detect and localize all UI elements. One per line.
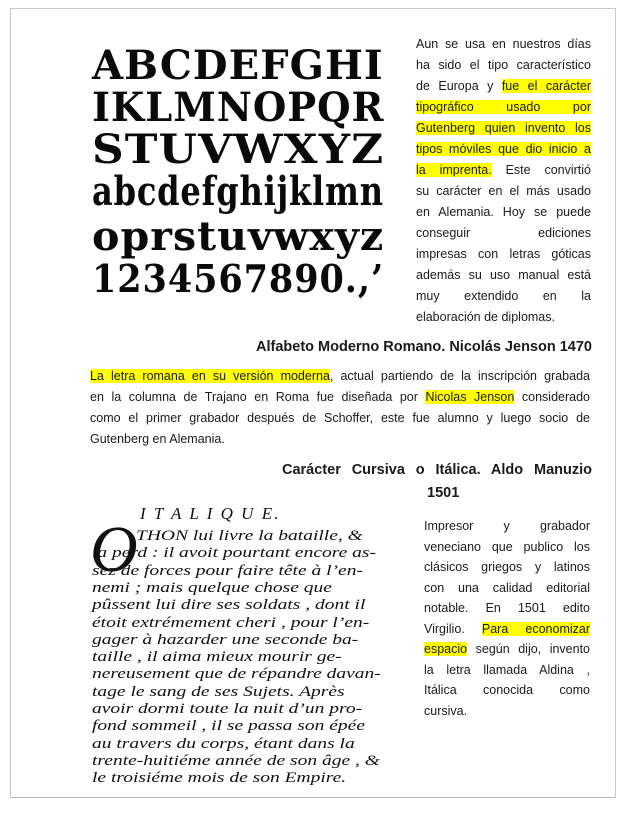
text-run: además su uso manual está [416,268,591,282]
text-line [424,701,590,722]
text-line [90,429,590,450]
text-line [416,181,591,202]
italic-sample-line: au travers du corps, étant dans la [92,735,355,752]
gothic-line: ABCDEFGHI [92,42,384,89]
text-run: con una calidad editorial [424,580,590,595]
highlighted-text: Nicolas Jenson [425,390,515,404]
text-line [424,660,590,681]
italic-sample-line: le troisiéme mois de son Empire. [92,770,347,787]
text-run: clásicos griegos y latinos [424,560,590,574]
text-run: muy extendido en la [416,289,591,303]
text-run: Este convirtió [491,163,591,177]
italic-dropcap: O [90,513,138,586]
text-line [424,639,590,660]
italic-sample-line: THON lui livre la bataille, & [136,528,363,544]
text-line [416,97,591,118]
text-run: notable. En 1501 edito [424,601,590,615]
text-line [90,408,590,429]
highlighted-text: Gutenberg quien invento los [416,121,591,135]
text-run: de Europa y [416,79,502,93]
text-line [90,366,590,387]
italic-sample-image [90,504,392,786]
text-line [416,244,591,265]
text-line [416,139,591,160]
italic-sample-line: la perd : il avoit pourtant encore as- [92,545,376,562]
text-run: elaboración de diplomas. [416,310,555,324]
text-run: Gutenberg en Alemania. [90,432,225,446]
text-run: Aun se usa en nuestros días [416,37,591,51]
text-run: conseguir ediciones [416,226,591,240]
highlighted-text: Para economizar [481,621,590,636]
italic-sample-line: nereusement que de répandre davan- [92,666,381,683]
italic-sample-line: fond sommeil , il se passa son épée [92,718,365,735]
text-line [424,578,590,599]
highlighted-text: La letra romana en su versión moderna [90,369,330,383]
heading-italic-year: 1501 [427,485,460,501]
text-run: cursiva. [424,703,468,718]
heading-roman-alphabet: Alfabeto Moderno Romano. Nicolás Jenson 1470 [256,339,592,355]
text-run: impresas con letras góticas [416,247,591,261]
text-line [416,202,591,223]
text-run: ha sido el tipo característico [416,58,591,72]
highlighted-text: tipográfico usado por [416,100,591,114]
gothic-line: abcdefghijklmn [92,168,384,215]
text-line [416,34,591,55]
text-line [416,55,591,76]
text-run: su carácter en el más usado [416,184,591,198]
text-run: en Alemania. Hoy se puede [416,205,591,219]
gothic-description-text [416,34,591,328]
text-line [416,76,591,97]
italic-description-text [424,516,590,721]
text-line [424,537,590,558]
text-line [424,557,590,578]
gothic-line: oprstuvwxyz [92,213,385,260]
italic-sample-line: avoir dormi toute la nuit d’un pro- [92,701,363,717]
italic-sample-line: gager à hazarder une seconde ba- [92,631,359,648]
heading-italic: Carácter Cursiva o Itálica. Aldo Manuzio [282,462,592,478]
text-run: Virgilio. [424,621,482,636]
italic-sample-line: nemi ; mais quelque chose que [92,579,332,596]
text-line [424,598,590,619]
text-run: Impresor y grabador [424,519,590,533]
italic-sample-title: I T A L I Q U E. [140,504,281,523]
gothic-line: STUVWXYZ [92,126,385,173]
italic-sample-line: sez de forces pour faire tête à l’en- [92,562,363,579]
highlighted-text: fue el carácter [501,79,591,93]
italic-sample-line: pûssent lui dire ses soldats , dont il [92,597,366,614]
text-line [416,286,591,307]
text-line [416,307,591,328]
italic-sample-line: tage le sang de ses Sujets. Après [92,683,345,700]
gothic-alphabet-image [92,40,392,302]
text-line [416,265,591,286]
text-run: Itálica conocida como [424,683,590,697]
text-line [424,680,590,701]
highlighted-text: tipos móviles que dio inicio a [416,142,591,156]
text-line [424,516,590,537]
text-run: considerado [514,390,591,404]
text-run: , actual partiendo de la inscripción grabada [329,369,590,383]
text-run: como el primer grabador después de Schoffer, este fue alumno y luego socio de [90,411,590,425]
gothic-line: 1234567890.,’ [92,256,385,301]
text-line [90,387,590,408]
gothic-line: IKLMNOPQR [92,84,385,131]
text-run: veneciano que publico los [424,539,590,554]
italic-sample-line: taille , il aima mieux mourir ge- [92,649,342,666]
roman-description-text [90,366,590,450]
text-line [416,223,591,244]
highlighted-text: la imprenta. [416,163,492,177]
text-run: la letra llamada Aldina , [424,662,590,677]
text-line [416,160,591,181]
text-run: según dijo, invento [467,642,590,656]
italic-sample-line: trente-huitiéme année de son âge , & [92,752,380,769]
text-line [416,118,591,139]
text-line [424,619,590,640]
highlighted-text: espacio [424,642,468,656]
italic-sample-line: étoit extrémement cheri , pour l’en- [92,614,370,631]
text-run: en la columna de Trajano en Roma fue diseñada por [90,390,426,404]
